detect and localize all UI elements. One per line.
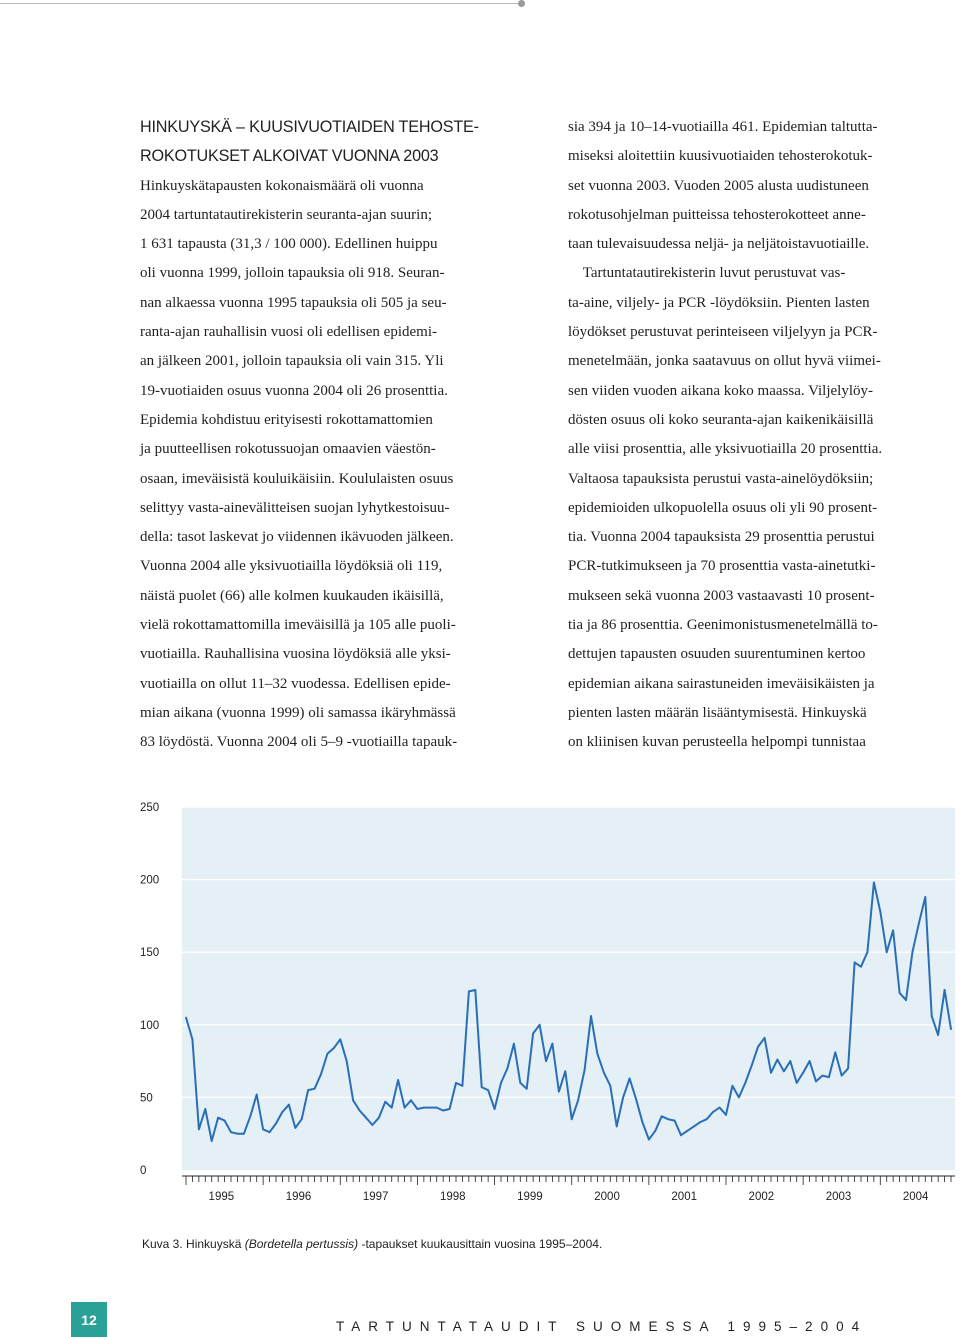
data-point [417, 1108, 419, 1110]
data-point [648, 1139, 650, 1141]
data-point [526, 1088, 528, 1090]
left-text-line: Vuonna 2004 alle yksivuotiailla löydöksiä oli 119, [140, 558, 443, 575]
data-point [481, 1086, 483, 1088]
left-text-line: della: tasot laskevat jo viidennen ikävuoden jälkeen. [140, 529, 454, 546]
left-text-line: 83 löydöstä. Vuonna 2004 oli 5–9 -vuotiailla tapauk- [140, 734, 458, 751]
data-point [243, 1133, 245, 1135]
data-point [732, 1085, 734, 1087]
data-point [796, 1082, 798, 1084]
data-point [301, 1118, 303, 1120]
data-point [918, 922, 920, 924]
data-point [211, 1140, 213, 1142]
y-tick-label: 150 [140, 947, 160, 960]
data-point [282, 1111, 284, 1113]
data-point [822, 1075, 824, 1077]
data-point [828, 1076, 830, 1078]
left-text-line: oli vuonna 1999, jolloin tapauksia oli 918. Seuran- [140, 265, 445, 282]
data-point [654, 1130, 656, 1132]
data-point [854, 961, 856, 963]
data-point [327, 1053, 329, 1055]
data-point [294, 1127, 296, 1129]
left-text-line: osaan, imeväisistä kouluikäisiin. Koululaisten osuus [140, 470, 454, 487]
data-point [622, 1097, 624, 1099]
data-point [429, 1107, 431, 1109]
data-point [352, 1099, 354, 1101]
left-text-line: Hinkuyskätapausten kokonaismäärä oli vuonna [140, 177, 424, 194]
caption-italic: (Bordetella pertussis) [244, 1237, 359, 1251]
left-column [140, 113, 535, 758]
data-point [725, 1114, 727, 1116]
data-point [712, 1111, 714, 1113]
data-point [738, 1097, 740, 1099]
right-text-line: epidemioiden ulkopuolella osuus oli yli 90 prosent- [568, 499, 878, 516]
data-point [834, 1051, 836, 1053]
data-point [879, 911, 881, 913]
data-point [777, 1059, 779, 1061]
data-point [847, 1067, 849, 1069]
data-point [378, 1117, 380, 1119]
left-body-text [140, 172, 535, 758]
right-text-line: sen viiden vuoden aikana koko maassa. Viljelylöy- [568, 382, 874, 399]
data-point [404, 1107, 406, 1109]
section-heading-line-1: HINKUYSKÄ – KUUSIVUOTIAIDEN TEHOSTE- [140, 118, 479, 136]
right-text-line: rokotusohjelman puitteissa tehosterokotteet anne- [568, 206, 866, 223]
y-tick-label: 0 [140, 1165, 147, 1177]
right-text-line: sia 394 ja 10–14-vuotiailla 461. Epidemian taltutta- [568, 119, 878, 135]
data-point [751, 1065, 753, 1067]
data-point [468, 991, 470, 993]
running-title: TARTUNTATAUDIT SUOMESSA 1995–2004 [336, 1319, 868, 1334]
left-text-line: vielä rokottamattomilla imeväisillä ja 105 alle puoli- [140, 617, 456, 634]
data-point [693, 1126, 695, 1128]
data-point [944, 989, 946, 991]
data-point [449, 1108, 451, 1110]
right-body-text [568, 113, 960, 758]
left-text-line: 19-vuotiaiden osuus vuonna 2004 oli 26 prosenttia. [140, 382, 448, 399]
left-text-line: 2004 tartuntatautirekisterin seuranta-ajan suurin; [140, 206, 432, 223]
data-point [314, 1088, 316, 1090]
data-point [288, 1104, 290, 1106]
right-text-line: on kliinisen kuvan perusteella helpompi tunnistaa [568, 734, 866, 751]
data-point [770, 1072, 772, 1074]
left-text-line: Epidemia kohdistuu erityisesti rokottamattomien [140, 411, 433, 428]
x-tick-label: 2002 [748, 1191, 775, 1203]
data-point [590, 1015, 592, 1017]
x-tick-label: 1997 [362, 1191, 389, 1203]
x-tick-label: 1995 [208, 1191, 235, 1203]
data-point [384, 1101, 386, 1103]
right-text-line: dettujen tapausten osuuden suurentuminen kertoo [568, 646, 866, 663]
top-rule-dot [518, 0, 525, 7]
y-tick-label: 100 [140, 1019, 160, 1032]
data-point [455, 1082, 457, 1084]
data-point [564, 1070, 566, 1072]
data-point [603, 1072, 605, 1074]
left-text-line: nan alkaessa vuonna 1995 tapauksia oli 505 ja seu- [140, 294, 447, 311]
plot-background [182, 807, 955, 1170]
x-tick-label: 2001 [671, 1191, 698, 1203]
data-point [905, 999, 907, 1001]
data-point [192, 1038, 194, 1040]
data-point [597, 1053, 599, 1055]
data-point [802, 1072, 804, 1074]
data-point [912, 951, 914, 953]
caption-prefix: Kuva 3. Hinkuyskä [142, 1237, 245, 1251]
data-point [680, 1134, 682, 1136]
data-point [699, 1121, 701, 1123]
data-point [667, 1118, 669, 1120]
right-text-line: ta-aine, viljely- ja PCR -löydöksiin. Pienten lasten [568, 294, 870, 311]
data-point [275, 1123, 277, 1125]
data-point [204, 1108, 206, 1110]
data-point [519, 1082, 521, 1084]
data-point [249, 1115, 251, 1117]
data-point [629, 1078, 631, 1080]
right-text-line: alle viisi prosenttia, alle yksivuotiailla 20 prosenttia. [568, 441, 883, 458]
left-text-line: ja puutteellisen rokotussuojan omaavien väestön- [140, 441, 436, 458]
x-tick-label: 1998 [439, 1191, 466, 1203]
data-point [642, 1121, 644, 1123]
data-point [224, 1120, 226, 1122]
data-point [815, 1081, 817, 1083]
data-point [886, 951, 888, 953]
data-point [950, 1028, 952, 1030]
x-tick-label: 2004 [902, 1191, 929, 1203]
data-point [217, 1117, 219, 1119]
data-point [494, 1108, 496, 1110]
caption-suffix: -tapaukset kuukausittain vuosina 1995–2004. [358, 1237, 603, 1251]
figure-caption [142, 1237, 602, 1251]
data-point [937, 1034, 939, 1036]
data-point [809, 1060, 811, 1062]
data-point [237, 1133, 239, 1135]
data-point [487, 1089, 489, 1091]
data-point [230, 1131, 232, 1133]
data-point [719, 1107, 721, 1109]
right-text-line: löydökset perustuvat perinteiseen viljelyyn ja PCR- [568, 324, 878, 341]
data-point [764, 1037, 766, 1039]
data-point [539, 1024, 541, 1026]
data-point [339, 1038, 341, 1040]
x-tick-label: 1999 [517, 1191, 543, 1203]
left-text-line: näistä puolet (66) alle kolmen kuukauden ikäisillä, [140, 587, 444, 604]
right-text-line: dösten osuus oli koko seuranta-ajan kaikenikäisillä [568, 411, 874, 428]
data-point [635, 1098, 637, 1100]
data-point [924, 896, 926, 898]
data-point [507, 1067, 509, 1069]
data-point [744, 1082, 746, 1084]
data-point [442, 1110, 444, 1112]
data-point [571, 1118, 573, 1120]
data-point [931, 1015, 933, 1017]
data-point [783, 1070, 785, 1072]
y-tick-label: 200 [140, 874, 160, 887]
data-point [609, 1085, 611, 1087]
left-text-line: selittyy vasta-ainevälitteisen suojan lyhytkestoisuu- [140, 499, 450, 516]
left-text-line: 1 631 tapausta (31,3 / 100 000). Edellinen huippu [140, 236, 438, 253]
data-point [372, 1124, 374, 1126]
left-text-line: vuotiailla. Rauhallisina vuosina löydöksiä alle yksi- [140, 646, 451, 663]
data-point [269, 1131, 271, 1133]
top-rule [0, 3, 522, 4]
data-point [391, 1107, 393, 1109]
data-point [841, 1075, 843, 1077]
data-point [359, 1110, 361, 1112]
data-point [307, 1089, 309, 1091]
data-point [513, 1043, 515, 1045]
data-point [423, 1107, 425, 1109]
data-point [346, 1060, 348, 1062]
data-point [577, 1099, 579, 1101]
data-point [262, 1128, 264, 1130]
right-text-line: Valtaosa tapauksista perustui vasta-ainelöydöksiin; [568, 470, 874, 487]
left-text-line: mian aikana (vuonna 1999) oli samassa ikäryhmässä [140, 704, 456, 721]
data-point [256, 1094, 258, 1096]
data-point [320, 1073, 322, 1075]
right-text-line: pienten lasten määrän lisääntymisestä. Hinkuyskä [568, 704, 867, 721]
data-point [616, 1126, 618, 1128]
data-point [365, 1117, 367, 1119]
data-point [545, 1060, 547, 1062]
data-point [397, 1079, 399, 1081]
y-tick-label: 50 [140, 1092, 153, 1105]
x-tick-label: 2000 [594, 1191, 620, 1203]
y-tick-label: 250 [140, 802, 160, 814]
page-number: 12 [71, 1302, 107, 1337]
data-point [500, 1082, 502, 1084]
data-point [185, 1017, 187, 1019]
data-point [706, 1118, 708, 1120]
data-point [661, 1115, 663, 1117]
right-text-line: PCR-tutkimukseen ja 70 prosenttia vasta-ainetutki- [568, 558, 876, 575]
right-text-line: tia. Vuonna 2004 tapauksista 29 prosenttia perustui [568, 529, 875, 546]
data-point [687, 1130, 689, 1132]
data-point [899, 992, 901, 994]
right-text-line: Tartuntatautirekisterin luvut perustuvat vas- [568, 265, 846, 282]
data-point [789, 1060, 791, 1062]
data-point [892, 930, 894, 932]
data-point [462, 1085, 464, 1087]
x-tick-label: 2003 [825, 1191, 852, 1203]
right-text-line: menetelmään, jonka saatavuus on ollut hyvä viimei- [568, 353, 881, 370]
section-heading-line-2: ROKOTUKSET ALKOIVAT VUONNA 2003 [140, 147, 439, 166]
x-tick-label: 1996 [285, 1191, 312, 1203]
right-text-line: miseksi aloitettiin kuusivuotiaiden tehosterokotuk- [568, 148, 873, 165]
data-point [873, 882, 875, 884]
data-point [474, 989, 476, 991]
data-point [558, 1091, 560, 1093]
right-text-line: mukseen sekä vuonna 2003 vastaavasti 10 prosent- [568, 587, 875, 604]
data-point [757, 1046, 759, 1048]
data-point [436, 1107, 438, 1109]
data-point [552, 1043, 554, 1045]
data-point [860, 966, 862, 968]
right-column [568, 113, 960, 758]
right-text-line: taan tulevaisuudessa neljä- ja neljätoistavuotiaille. [568, 236, 870, 253]
left-text-line: an jälkeen 2001, jolloin tapauksia oli vain 315. Yli [140, 353, 444, 370]
data-point [584, 1069, 586, 1071]
right-text-line: epidemian aikana sairastuneiden imeväisikäisten ja [568, 675, 875, 692]
data-point [674, 1120, 676, 1122]
pertussis-chart [120, 795, 960, 1220]
right-text-line: tia ja 86 prosenttia. Geenimonistusmenetelmällä to- [568, 617, 878, 634]
left-text-line: vuotiailla on ollut 11–32 vuodessa. Edellisen epide- [140, 675, 451, 692]
data-point [867, 951, 869, 953]
data-point [333, 1047, 335, 1049]
data-point [198, 1128, 200, 1130]
data-point [532, 1033, 534, 1035]
right-text-line: set vuonna 2003. Vuoden 2005 alusta uudistuneen [568, 177, 869, 194]
data-point [410, 1099, 412, 1101]
left-text-line: ranta-ajan rauhallisin vuosi oli edellisen epidemi- [140, 324, 437, 341]
chart-svg [120, 795, 960, 1220]
